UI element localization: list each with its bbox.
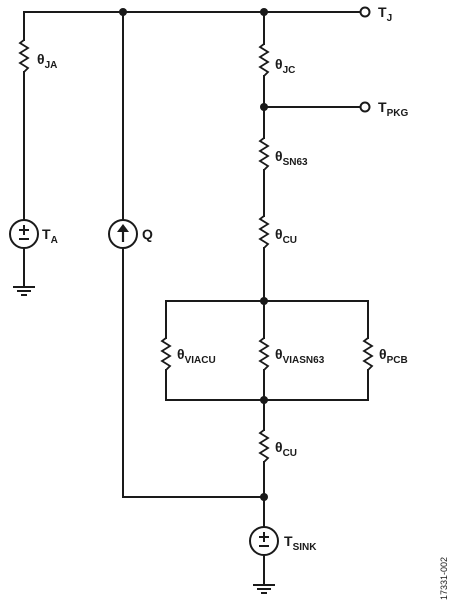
label-theta-cu-top: $\theta_{CU}$ bbox=[275, 226, 298, 246]
resistor-theta-sn63 bbox=[260, 138, 268, 170]
label-theta-viacu: $\theta_{VIACU}$ bbox=[177, 346, 216, 366]
source-tsink bbox=[250, 527, 278, 555]
source-ta bbox=[10, 220, 38, 248]
ground-icon bbox=[253, 585, 275, 593]
label-theta-cu-bottom: $\theta_{CU}$ bbox=[275, 439, 298, 459]
junction-dot bbox=[119, 8, 127, 16]
resistor-theta-viacu bbox=[162, 338, 170, 370]
label-theta-jc: $\theta_{JC}$ bbox=[275, 56, 296, 76]
junction-dot bbox=[260, 396, 268, 404]
label-theta-viasn63: $\theta_{VIASN63}$ bbox=[275, 346, 325, 366]
resistor-theta-pcb bbox=[364, 338, 372, 370]
wires bbox=[24, 12, 368, 584]
label-theta-sn63: $\theta_{SN63}$ bbox=[275, 148, 308, 168]
resistor-theta-viasn63 bbox=[260, 338, 268, 370]
resistor-theta-cu-bottom bbox=[260, 430, 268, 462]
junction-dots bbox=[119, 8, 268, 501]
label-tj: $T_J$ bbox=[378, 4, 393, 24]
junction-dot bbox=[260, 8, 268, 16]
resistor-theta-ja bbox=[20, 40, 28, 72]
ground-icon bbox=[13, 287, 35, 295]
label-q: Q bbox=[142, 226, 153, 242]
junction-dot bbox=[260, 103, 268, 111]
terminal-tpkg bbox=[361, 103, 370, 112]
label-theta-ja: $\theta_{JA}$ bbox=[37, 51, 58, 71]
label-theta-pcb: $\theta_{PCB}$ bbox=[379, 346, 408, 366]
resistor-theta-jc bbox=[260, 44, 268, 76]
label-tsink: $T_{SINK}$ bbox=[284, 533, 317, 553]
label-ta: $T_A$ bbox=[42, 226, 58, 246]
junction-dot bbox=[260, 297, 268, 305]
label-tpkg: $T_{PKG}$ bbox=[378, 99, 409, 119]
figure-id: 17331-002 bbox=[439, 556, 449, 600]
junction-dot bbox=[260, 493, 268, 501]
terminal-tj bbox=[361, 8, 370, 17]
resistor-theta-cu-top bbox=[260, 216, 268, 248]
current-source-q bbox=[109, 220, 137, 248]
